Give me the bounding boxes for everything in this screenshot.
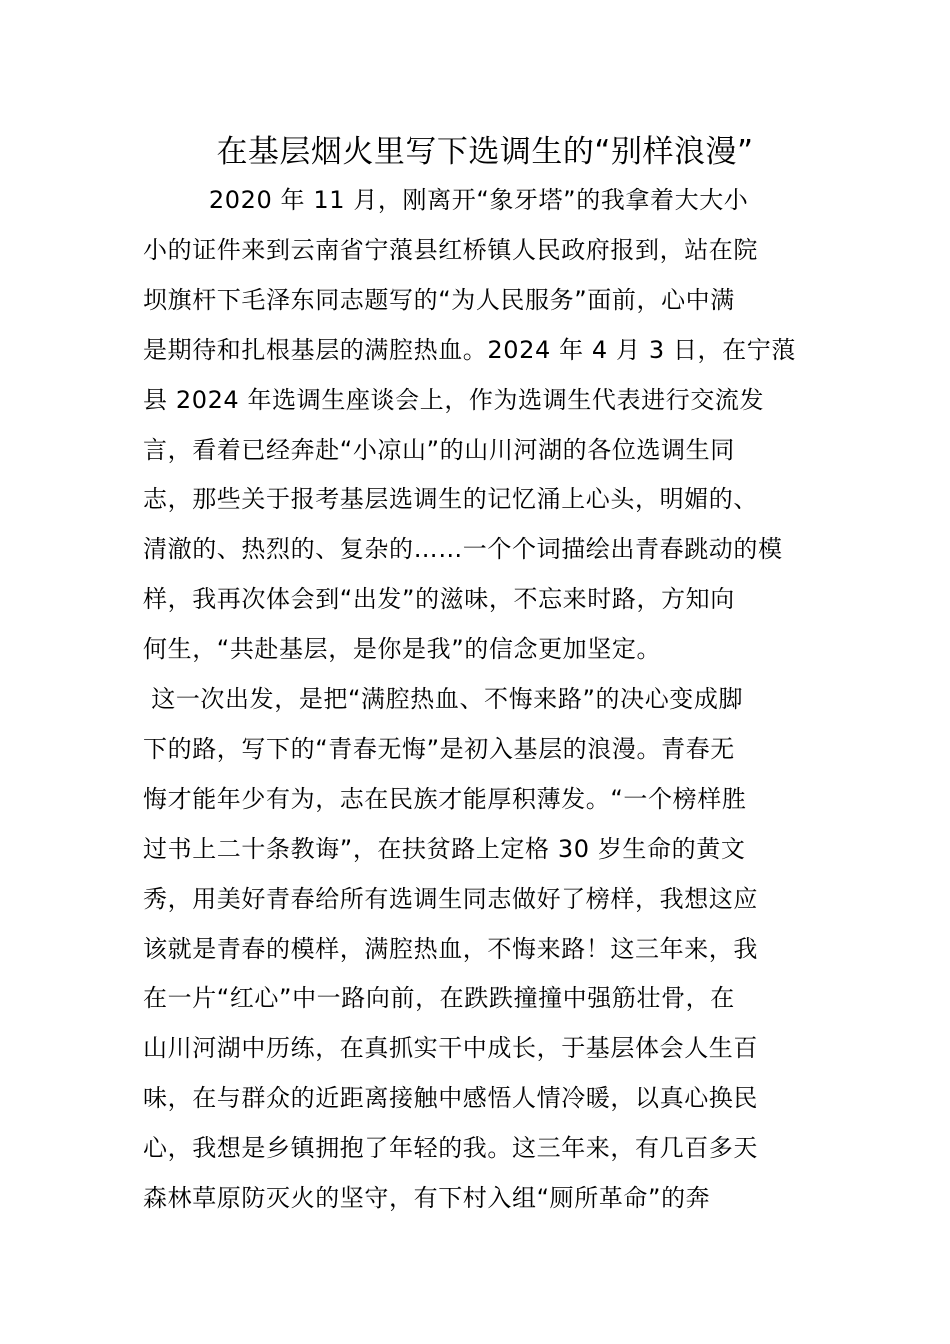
body-text-line: 心，我想是乡镇拥抱了年轻的我。这三年来，有几百多天 [143,1134,758,1163]
body-text-line: 过书上二十条教诲”，在扶贫路上定格 30 岁生命的黄文 [143,834,746,863]
body-text-line: 志，那些关于报考基层选调生的记忆涌上心头，明媚的、 [143,485,758,514]
body-text-line: 坝旗杆下毛泽东同志题写的“为人民服务”面前，心中满 [143,285,735,314]
body-text-line: 在一片“红心”中一路向前，在跌跌撞撞中强筋壮骨，在 [143,984,735,1013]
body-text-line: 该就是青春的模样，满腔热血，不悔来路！这三年来，我 [143,934,758,963]
body-text-line: 何生，“共赴基层，是你是我”的信念更加坚定。 [143,635,662,664]
body-text-line: 山川河湖中历练，在真抓实干中成长，于基层体会人生百 [143,1034,758,1063]
body-text-line: 言，看着已经奔赴“小凉山”的山川河湖的各位选调生同 [143,435,735,464]
body-text-line: 森林草原防灭火的坚守，有下村入组“厕所革命”的奔 [143,1184,711,1212]
body-text-line: 是期待和扎根基层的满腔热血。2024 年 4 月 3 日，在宁蒗 [143,335,796,364]
document-title: 在基层烟火里写下选调生的“别样浪漫” [216,134,754,170]
body-text-line: 这一次出发，是把“满腔热血、不悔来路”的决心变成脚 [143,685,744,713]
body-text-line: 2020 年 11 月，刚离开“象牙塔”的我拿着大大小 [143,186,749,214]
body-text-line: 下的路，写下的“青春无悔”是初入基层的浪漫。青春无 [143,734,735,763]
body-text-line: 县 2024 年选调生座谈会上，作为选调生代表进行交流发 [143,385,765,414]
body-text-line: 清澈的、热烈的、复杂的……一个个词描绘出青春跳动的模 [143,535,783,564]
body-text-line: 小的证件来到云南省宁蒗县红桥镇人民政府报到，站在院 [143,235,758,264]
body-text-line: 样，我再次体会到“出发”的滋味，不忘来时路，方知向 [143,585,735,614]
body-text-line: 味，在与群众的近距离接触中感悟人情冷暖，以真心换民 [143,1084,758,1113]
body-text-line: 秀，用美好青春给所有选调生同志做好了榜样，我想这应 [143,884,758,913]
body-text-line: 悔才能年少有为，志在民族才能厚积薄发。“一个榜样胜 [143,784,747,813]
